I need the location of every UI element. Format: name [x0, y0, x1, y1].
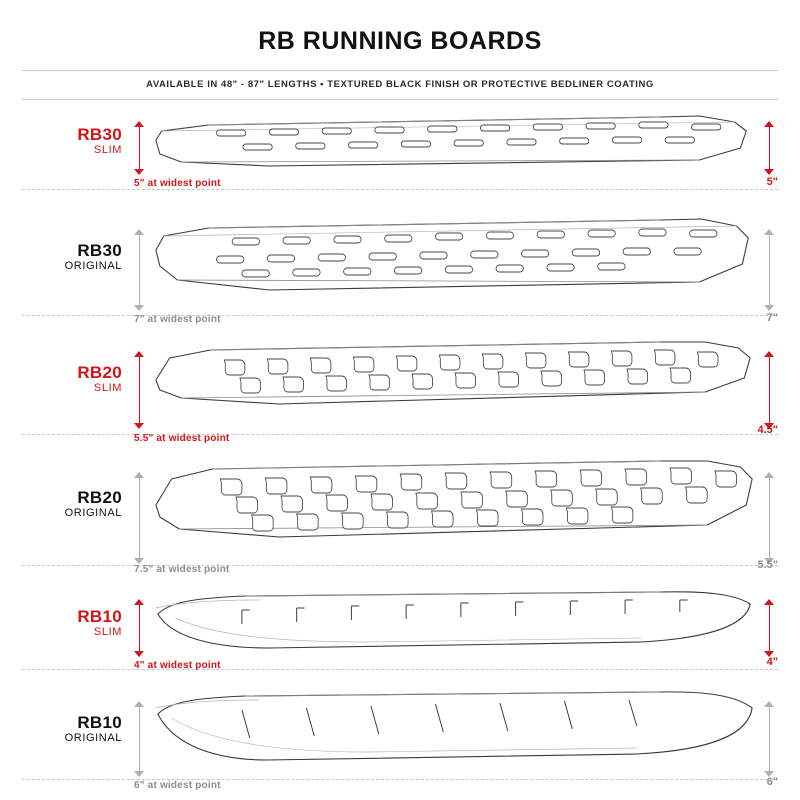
board-label-rb10-original — [22, 714, 122, 747]
board-row — [22, 334, 778, 453]
height-caption: 4" — [766, 655, 778, 668]
width-caption: 7.5" at widest point — [134, 563, 230, 575]
height-measure-right — [764, 352, 776, 428]
board-row — [22, 208, 778, 334]
board-illustration-rb10-slim — [152, 584, 758, 670]
board-variant-name: SLIM — [93, 626, 122, 639]
height-measure-left — [134, 122, 146, 174]
board-rows — [22, 104, 778, 798]
board-illustration-rb30-slim — [152, 104, 758, 190]
height-measure-right — [764, 230, 776, 310]
board-model-name: RB30 — [77, 240, 122, 260]
height-caption: 6" — [766, 775, 778, 788]
board-variant-name: ORIGINAL — [64, 507, 122, 520]
height-measure-left — [134, 702, 146, 776]
page-title: RB RUNNING BOARDS — [258, 27, 542, 55]
board-variant-name: SLIM — [93, 382, 122, 395]
board-variant-name: ORIGINAL — [64, 260, 122, 273]
board-label-rb20-slim — [22, 364, 122, 397]
board-row — [22, 453, 778, 584]
board-illustration-rb20-original — [152, 453, 758, 566]
height-caption: 7" — [766, 311, 778, 324]
board-illustration-rb30-original — [152, 208, 758, 316]
width-caption: 6" at widest point — [134, 779, 221, 791]
height-measure-left — [134, 230, 146, 310]
height-measure-right — [764, 702, 776, 776]
board-label-rb30-slim — [22, 126, 122, 159]
board-model-name: RB10 — [77, 606, 122, 626]
board-illustration-rb20-slim — [152, 334, 758, 435]
board-row — [22, 584, 778, 688]
board-illustration-rb10-original — [152, 688, 758, 780]
width-caption: 7" at widest point — [134, 313, 221, 325]
width-caption: 4" at widest point — [134, 659, 221, 671]
board-row — [22, 688, 778, 798]
board-variant-name: ORIGINAL — [64, 732, 122, 745]
page-header — [22, 0, 778, 100]
height-caption: 5.5" — [757, 558, 778, 571]
height-caption: 4.5" — [757, 423, 778, 436]
width-caption: 5" at widest point — [134, 177, 221, 189]
board-model-name: RB30 — [77, 124, 122, 144]
height-measure-left — [134, 473, 146, 563]
board-label-rb20-original — [22, 489, 122, 522]
header-divider-bottom — [22, 99, 778, 100]
height-caption: 5" — [766, 175, 778, 188]
header-divider-top — [22, 70, 778, 71]
height-measure-left — [134, 352, 146, 428]
board-label-rb10-slim — [22, 608, 122, 641]
board-variant-name: SLIM — [93, 144, 122, 157]
board-model-name: RB20 — [77, 362, 122, 382]
height-measure-left — [134, 600, 146, 656]
board-label-rb30-original — [22, 242, 122, 275]
header-subtitle: AVAILABLE IN 48" - 87" LENGTHS • TEXTURED BLACK FINISH OR PROTECTIVE BEDLINER COATING — [146, 78, 654, 90]
width-caption: 5.5" at widest point — [134, 432, 230, 444]
height-measure-right — [764, 473, 776, 563]
board-row — [22, 104, 778, 208]
height-measure-right — [764, 122, 776, 174]
board-model-name: RB20 — [77, 487, 122, 507]
board-model-name: RB10 — [77, 712, 122, 732]
height-measure-right — [764, 600, 776, 656]
